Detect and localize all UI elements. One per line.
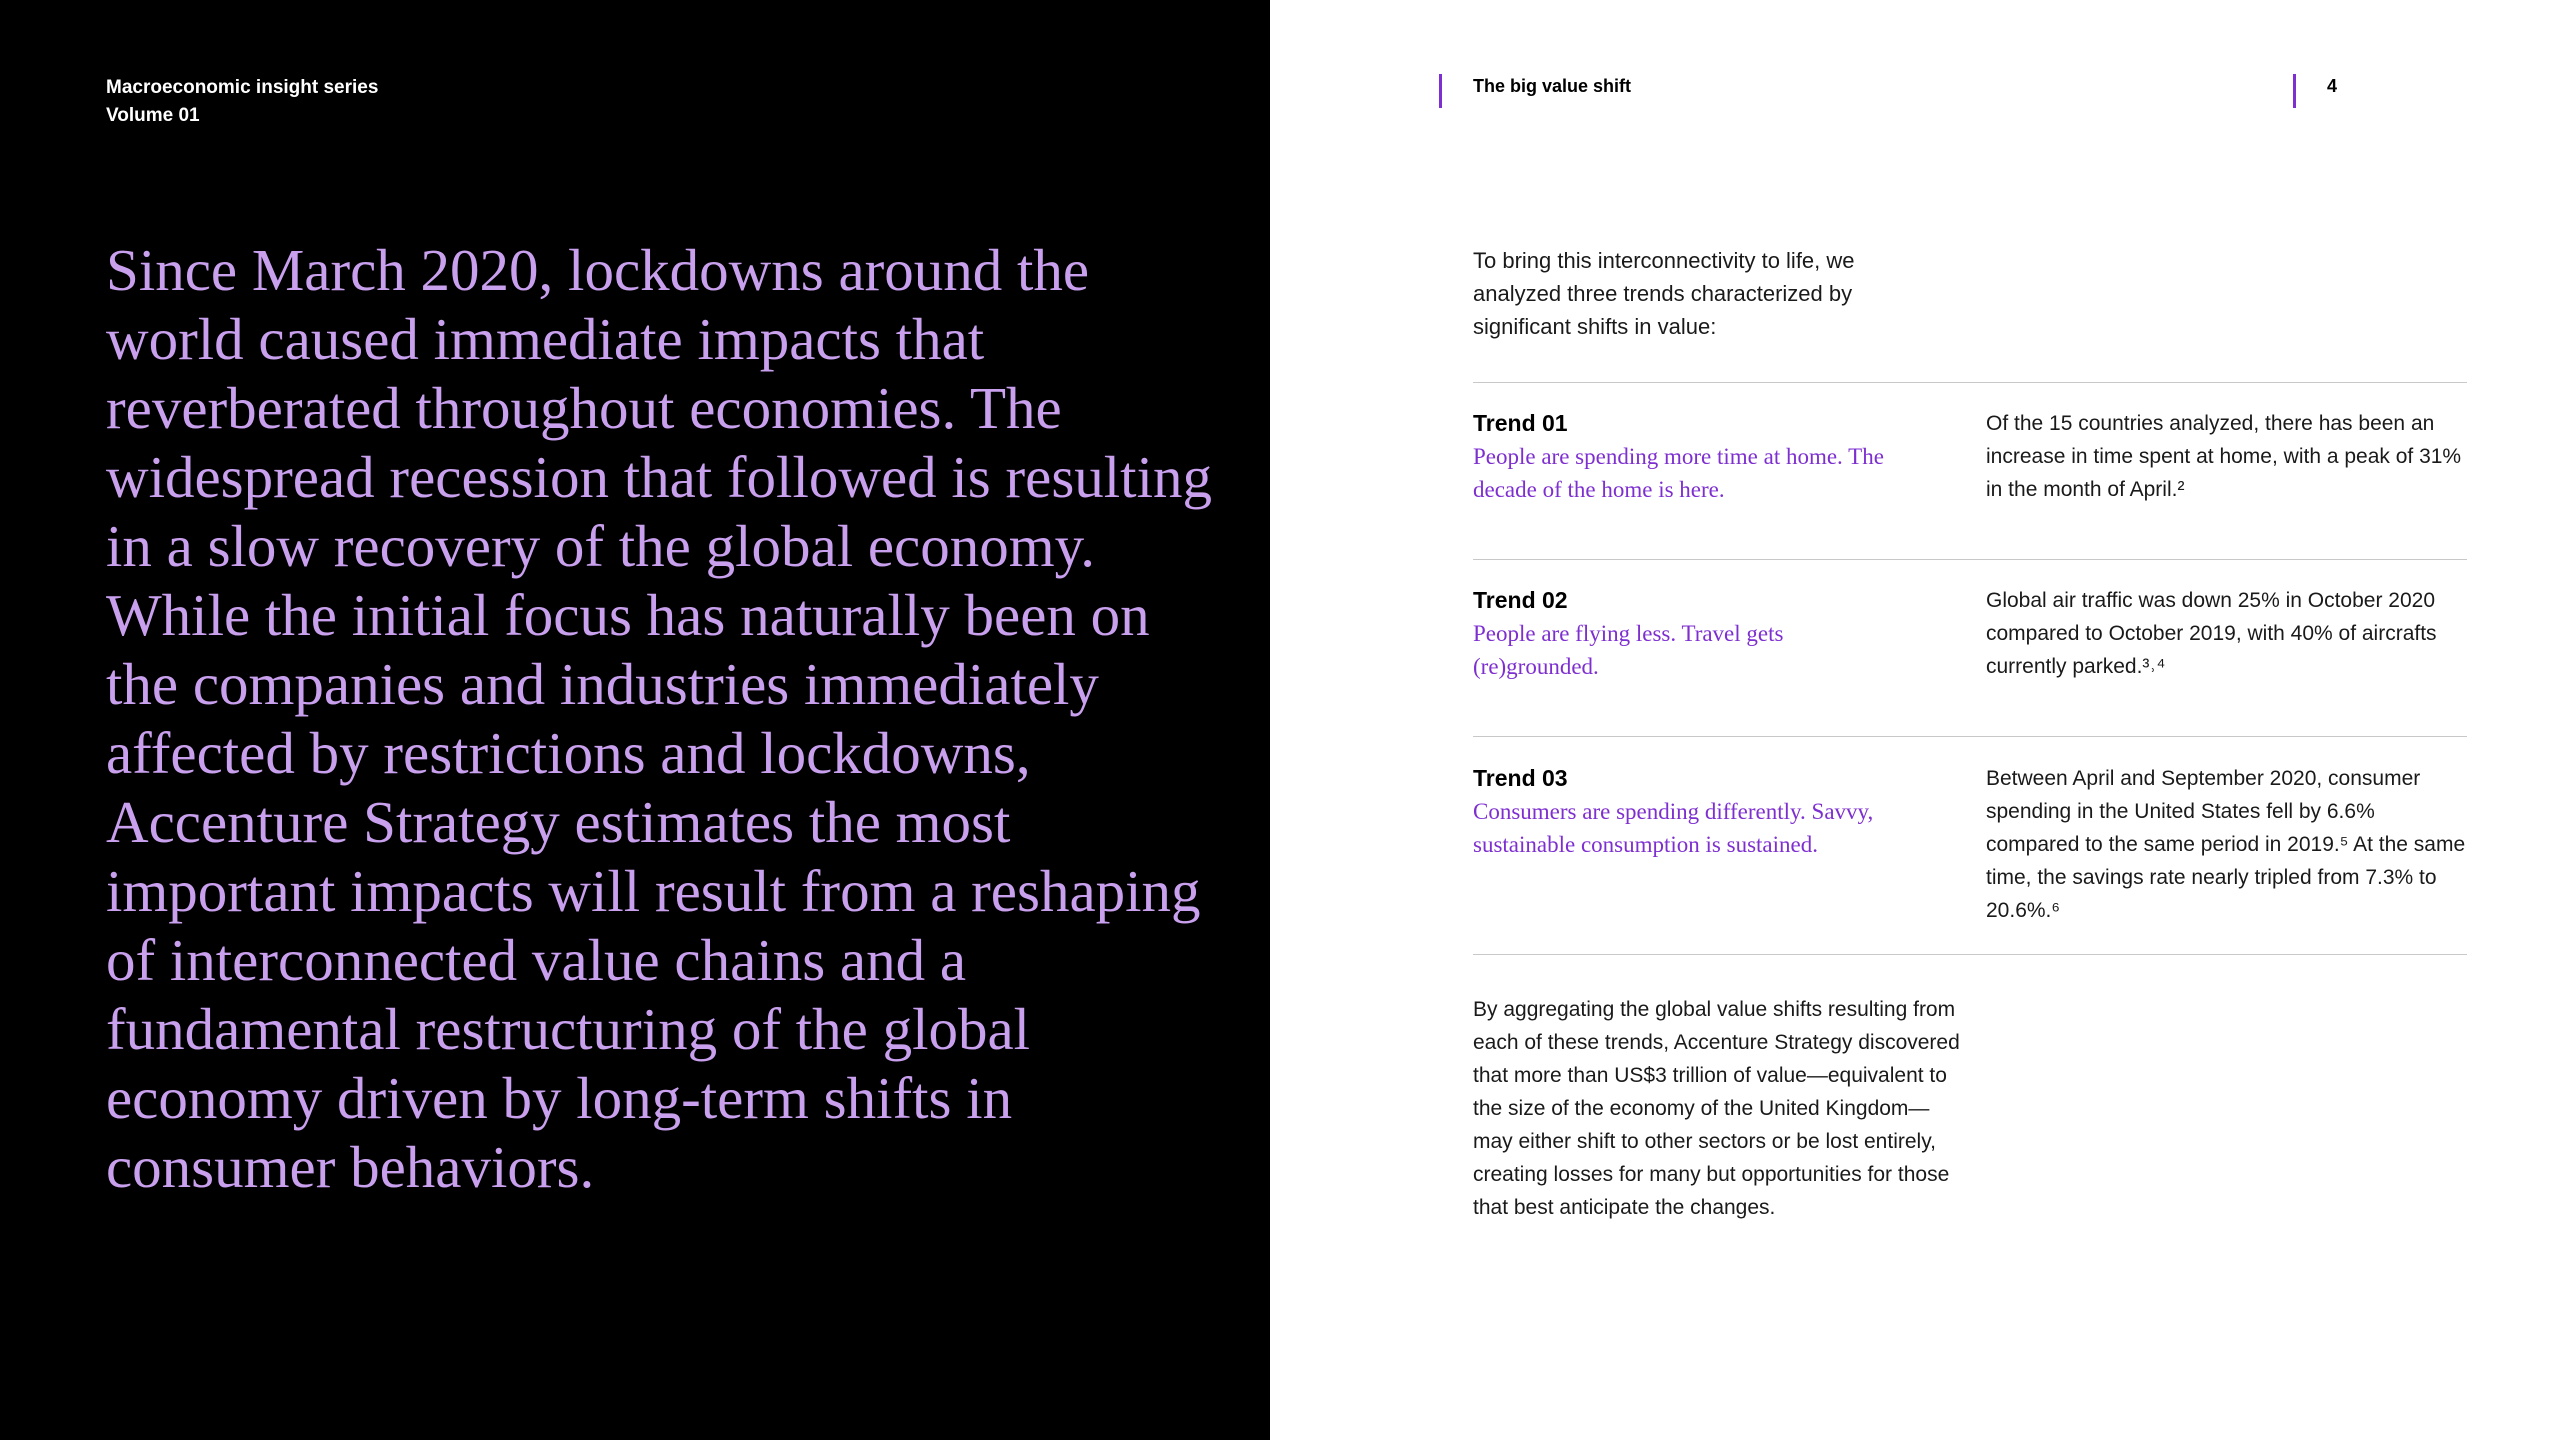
header-rule-left — [1439, 74, 1442, 108]
document-title: The big value shift — [1473, 76, 1632, 96]
trend-statistic: Between April and September 2020, consumer spending in the United States fell by 6.6% compared to the same period in 2019.⁵ At the same time, the savings rate nearly tripled from 7.3% to 20.6%.⁶ — [1986, 767, 2466, 922]
divider — [1473, 954, 2467, 955]
divider — [1473, 382, 2467, 383]
header-rule-right — [2293, 74, 2296, 108]
trend-statistic: Of the 15 countries analyzed, there has been an increase in time spent at home, with a peak of 31% in the month of April.² — [1986, 412, 2462, 501]
trend-label: Trend 03 — [1473, 765, 1568, 791]
series-volume: Volume 01 — [106, 105, 200, 126]
series-header — [106, 74, 378, 130]
trend-label: Trend 02 — [1473, 587, 1568, 613]
trend-headline: People are spending more time at home. The decade of the home is here. — [1473, 444, 1884, 502]
intro-paragraph: To bring this interconnectivity to life, we analyzed three trends characterized by significant shifts in value: — [1473, 248, 1855, 339]
closing-paragraph: By aggregating the global value shifts resulting from each of these trends, Accenture Strategy discovered that more than US$3 trillion of value—equivalent to the size of the economy of the United Kingdom—may either shift to other sectors or be lost entirely, creating losses for many but opportunities for those that best anticipate the changes. — [1473, 998, 1960, 1219]
hero-quote: Since March 2020, lockdowns around the world caused immediate impacts that reverberated throughout economies. The widespread recession that followed is resulting in a slow recovery of the global economy. While the initial focus has naturally been on the companies and industries immediately affected by restrictions and lockdowns, Accenture Strategy estimates the most important impacts will result from a reshaping of interconnected value chains and a fundamental restructuring of the global economy driven by long-term shifts in consumer behaviors. — [106, 237, 1212, 1200]
divider — [1473, 559, 2467, 560]
left-dark-panel — [0, 0, 1270, 1440]
trend-label: Trend 01 — [1473, 410, 1568, 436]
series-name: Macroeconomic insight series — [106, 77, 379, 98]
divider — [1473, 736, 2467, 737]
trend-statistic: Global air traffic was down 25% in October 2020 compared to October 2019, with 40% of aircrafts currently parked.³˒⁴ — [1986, 589, 2437, 678]
trend-headline: Consumers are spending differently. Savvy, sustainable consumption is sustained. — [1473, 799, 1874, 857]
page-number: 4 — [2327, 76, 2338, 96]
trend-headline: People are flying less. Travel gets (re)grounded. — [1473, 621, 1784, 679]
